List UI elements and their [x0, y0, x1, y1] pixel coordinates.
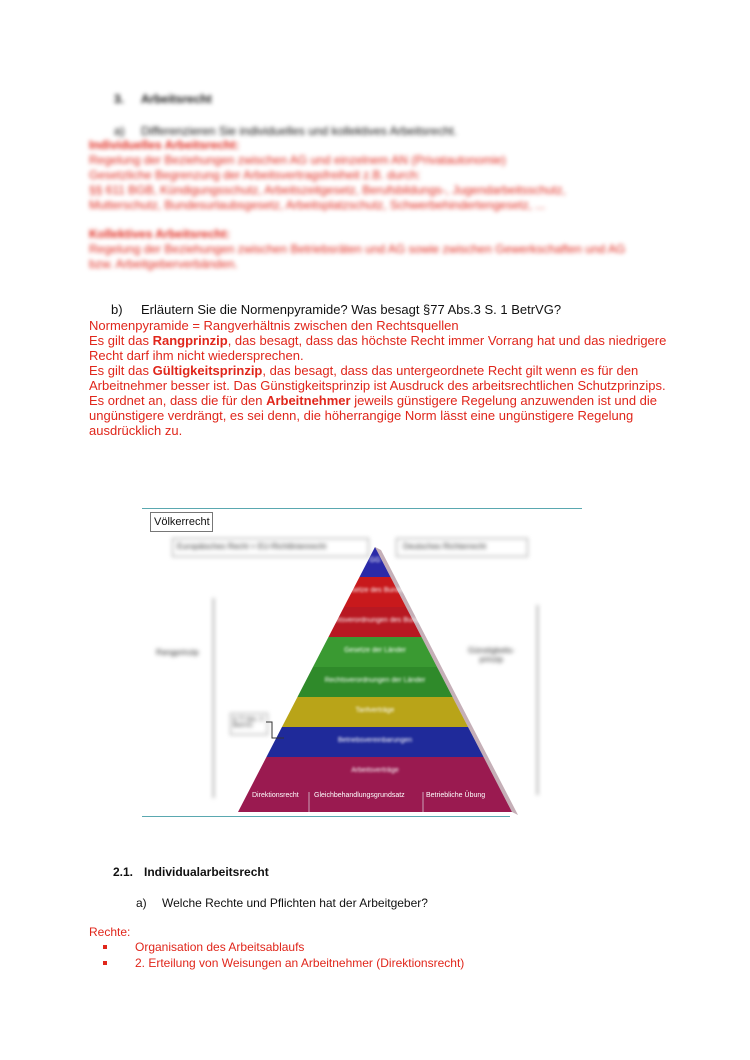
answer-text: Es ordnet an, dass die für den [89, 393, 267, 408]
answer-text: jeweils günstigere Regelung anzuwenden ist und die [350, 393, 658, 408]
answer-line: Normenpyramide = Rangverhältnis zwischen den Rechtsquellen [89, 318, 459, 333]
question-a-label: a) [114, 124, 125, 138]
pyramid-tier-label: Rechtsverordnungen des Bundes [323, 617, 427, 624]
bullet-icon [103, 961, 107, 965]
rights-item: 2. Erteilung von Weisungen an Arbeitnehmer (Direktionsrecht) [135, 956, 465, 970]
question-a2-label: a) [136, 896, 147, 910]
individual-heading: Individuelles Arbeitsrecht: [89, 138, 240, 152]
section-3-title: Arbeitsrecht [141, 92, 212, 106]
collective-heading: Kollektives Arbeitsrecht: [89, 227, 230, 241]
section-3-number: 3. [114, 92, 125, 106]
right-side-label: Günstigkeits- prinzip [468, 646, 515, 664]
pyramid-tier [238, 757, 512, 812]
pyramid-tier-label: GG [369, 557, 381, 564]
pyramid-tier-label: Gesetze des Bundes [342, 587, 408, 594]
pyramid-tier-label: Betriebsvereinbarungen [337, 737, 413, 744]
individual-line: §§ 611 BGB, Kündigungsschutz, Arbeitszeitgesetz, Berufsbildungs-, Jugendarbeitsschutz, [89, 183, 566, 197]
pyramid-tier-label: Rechtsverordnungen der Länder [324, 677, 426, 684]
answer-bold-term: Arbeitnehmer [266, 393, 351, 408]
answer-line: Arbeitnehmer besser ist. Das Günstigkeitsprinzip ist Ausdruck des arbeitsrechtlichen Schutzprinzips. [89, 378, 666, 393]
answer-line: ausdrücklich zu. [89, 423, 183, 438]
individual-line: Gesetzliche Begrenzung der Arbeitsvertragsfreiheit z.B. durch: [89, 168, 421, 182]
answer-text: , das besagt, dass das untergeordnete Recht gilt wenn es für den [262, 363, 639, 378]
bullet-icon [103, 945, 107, 949]
rights-heading: Rechte: [89, 925, 131, 939]
question-b-label: b) [111, 302, 123, 317]
pyramid-tier-label: Arbeitsverträge [351, 767, 399, 774]
top-box-label: Völkerrecht [154, 516, 210, 528]
base-label: Betriebliche Übung [426, 792, 486, 799]
small-reference-label: § 77 Abs. 3 BetrVG [233, 717, 264, 729]
answer-text: , das besagt, dass das höchste Recht immer Vorrang hat und das niedrigere [227, 333, 667, 348]
individual-line: Regelung der Beziehungen zwischen AG und einzelnem AN (Privatautonomie) [89, 153, 506, 167]
question-b-text: Erläutern Sie die Normenpyramide? Was besagt §77 Abs.3 S. 1 BetrVG? [141, 302, 562, 317]
answer-line: Recht darf ihm nicht wiedersprechen. [89, 348, 304, 363]
individual-line: Mutterschutz, Bundesurlaubsgesetz, Arbeitsplatzschutz, Schwerbehindertengesetz, ... [89, 198, 546, 212]
pyramid-tier-label: Gesetze der Länder [344, 647, 406, 654]
answer-text: Es gilt das [89, 333, 153, 348]
section-21-title: Individualarbeitsrecht [144, 865, 269, 879]
collective-line: bzw. Arbeitgeberverbänden. [89, 257, 238, 271]
answer-line: ungünstigere verdrängt, es sei denn, die höherrangige Norm lässt eine ungünstigere Regelung [89, 408, 634, 423]
question-a-text: Differenzieren Sie individuelles und kollektives Arbeitsrecht. [141, 124, 457, 138]
right-box-label: Deutsches Richterrecht [403, 542, 487, 551]
answer-text: Es gilt das [89, 363, 153, 378]
rights-item: Organisation des Arbeitsablaufs [135, 940, 305, 954]
base-label: Gleichbehandlungsgrundsatz [314, 792, 405, 799]
left-box-label: Europäisches Recht = EU-Richtlinienrecht [177, 542, 327, 551]
collective-line: Regelung der Beziehungen zwischen Betriebsräten und AG sowie zwischen Gewerkschaften und AG [89, 242, 626, 256]
answer-bold-term: Rangprinzip [152, 333, 228, 348]
section-21-number: 2.1. [113, 865, 134, 879]
pyramid-tier-label: Tarifverträge [355, 707, 395, 714]
left-side-label: Rangprinzip [156, 648, 199, 657]
question-a2-text: Welche Rechte und Pflichten hat der Arbeitgeber? [162, 896, 428, 910]
base-label: Direktionsrecht [252, 792, 299, 799]
answer-bold-term: Gültigkeitsprinzip [152, 363, 263, 378]
